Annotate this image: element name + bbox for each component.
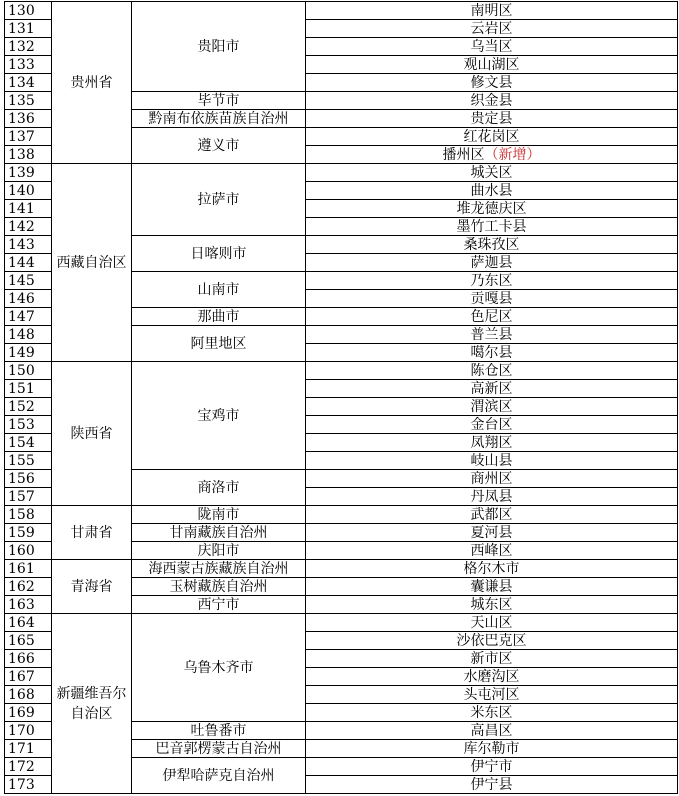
district-name: 云岩区 — [470, 20, 513, 37]
row-number: 150 — [5, 362, 52, 380]
district-cell — [306, 704, 678, 722]
district-name: 贵定县 — [470, 110, 513, 127]
district-cell — [306, 434, 678, 452]
district-cell — [306, 650, 678, 668]
district-cell — [306, 182, 678, 200]
district-table — [4, 1, 678, 794]
district-name: 修文县 — [470, 74, 513, 91]
city-cell: 山南市 — [132, 272, 306, 308]
district-name: 天山区 — [470, 614, 513, 631]
row-number: 140 — [5, 182, 52, 200]
district-cell — [306, 488, 678, 506]
city-cell: 海西蒙古族藏族自治州 — [132, 560, 306, 578]
district-name: 陈仓区 — [470, 362, 513, 379]
district-name: 囊谦县 — [470, 578, 513, 595]
district-name: 金台区 — [470, 416, 513, 433]
district-cell — [306, 290, 678, 308]
district-cell — [306, 56, 678, 74]
city-cell: 日喀则市 — [132, 236, 306, 272]
city-cell: 庆阳市 — [132, 542, 306, 560]
table-row — [5, 560, 678, 578]
city-cell: 吐鲁番市 — [132, 722, 306, 740]
row-number: 137 — [5, 128, 52, 146]
district-name: 水磨沟区 — [463, 668, 520, 685]
city-cell: 伊犁哈萨克自治州 — [132, 758, 306, 794]
district-name: 乃东区 — [470, 272, 513, 289]
row-number: 171 — [5, 740, 52, 758]
row-number: 130 — [5, 2, 52, 20]
new-added-tag: （新增） — [484, 146, 541, 163]
city-cell: 宝鸡市 — [132, 362, 306, 470]
district-cell — [306, 452, 678, 470]
city-cell: 商洛市 — [132, 470, 306, 506]
district-name: 色尼区 — [470, 308, 513, 325]
city-cell: 遵义市 — [132, 128, 306, 164]
district-name: 商州区 — [470, 470, 513, 487]
district-name: 桑珠孜区 — [463, 236, 520, 253]
row-number: 166 — [5, 650, 52, 668]
district-cell — [306, 596, 678, 614]
district-name: 墨竹工卡县 — [456, 218, 527, 235]
table-body — [5, 2, 678, 794]
district-cell — [306, 200, 678, 218]
row-number: 148 — [5, 326, 52, 344]
row-number: 149 — [5, 344, 52, 362]
row-number: 163 — [5, 596, 52, 614]
row-number: 169 — [5, 704, 52, 722]
row-number: 173 — [5, 776, 52, 794]
row-number: 138 — [5, 146, 52, 164]
district-name: 堆龙德庆区 — [456, 200, 527, 217]
row-number: 132 — [5, 38, 52, 56]
district-cell — [306, 308, 678, 326]
table-row — [5, 362, 678, 380]
district-cell — [306, 92, 678, 110]
district-name: 西峰区 — [470, 542, 513, 559]
city-cell: 那曲市 — [132, 308, 306, 326]
district-cell — [306, 128, 678, 146]
district-cell — [306, 506, 678, 524]
district-name: 红花岗区 — [463, 128, 520, 145]
district-name: 高新区 — [470, 380, 513, 397]
province-cell: 贵州省 — [52, 2, 132, 164]
row-number: 161 — [5, 560, 52, 578]
province-cell: 西藏自治区 — [52, 164, 132, 362]
city-cell: 巴音郭楞蒙古自治州 — [132, 740, 306, 758]
district-cell — [306, 164, 678, 182]
city-cell: 乌鲁木齐市 — [132, 614, 306, 722]
province-cell: 陕西省 — [52, 362, 132, 506]
district-name: 高昌区 — [470, 722, 513, 739]
district-name: 乌当区 — [470, 38, 513, 55]
district-cell — [306, 740, 678, 758]
row-number: 143 — [5, 236, 52, 254]
district-name: 观山湖区 — [463, 56, 520, 73]
row-number: 165 — [5, 632, 52, 650]
district-name: 新市区 — [470, 650, 513, 667]
row-number: 146 — [5, 290, 52, 308]
district-cell — [306, 344, 678, 362]
district-cell — [306, 236, 678, 254]
district-cell — [306, 326, 678, 344]
district-name: 曲水县 — [470, 182, 513, 199]
row-number: 167 — [5, 668, 52, 686]
district-cell — [306, 542, 678, 560]
district-cell — [306, 632, 678, 650]
row-number: 158 — [5, 506, 52, 524]
district-cell — [306, 380, 678, 398]
district-cell — [306, 776, 678, 794]
district-name: 城关区 — [470, 164, 513, 181]
district-name: 普兰县 — [470, 326, 513, 343]
row-number: 136 — [5, 110, 52, 128]
row-number: 159 — [5, 524, 52, 542]
table-row — [5, 614, 678, 632]
table-row — [5, 2, 678, 20]
row-number: 153 — [5, 416, 52, 434]
district-cell — [306, 524, 678, 542]
district-name: 南明区 — [470, 2, 513, 19]
city-cell: 拉萨市 — [132, 164, 306, 236]
row-number: 172 — [5, 758, 52, 776]
district-name: 库尔勒市 — [463, 740, 520, 757]
district-name: 城东区 — [470, 596, 513, 613]
district-cell — [306, 218, 678, 236]
district-name: 头屯河区 — [463, 686, 520, 703]
city-cell: 黔南布依族苗族自治州 — [132, 110, 306, 128]
district-name: 播州区 — [442, 146, 485, 163]
row-number: 133 — [5, 56, 52, 74]
row-number: 155 — [5, 452, 52, 470]
district-cell — [306, 20, 678, 38]
city-cell: 玉树藏族自治州 — [132, 578, 306, 596]
district-name: 织金县 — [470, 92, 513, 109]
table-row — [5, 164, 678, 182]
city-cell: 阿里地区 — [132, 326, 306, 362]
table-row — [5, 506, 678, 524]
district-cell — [306, 146, 678, 164]
district-name: 丹凤县 — [470, 488, 513, 505]
row-number: 145 — [5, 272, 52, 290]
district-name: 贡嘎县 — [470, 290, 513, 307]
city-cell: 毕节市 — [132, 92, 306, 110]
district-cell — [306, 398, 678, 416]
district-name: 岐山县 — [470, 452, 513, 469]
district-cell — [306, 254, 678, 272]
district-name: 沙依巴克区 — [456, 632, 527, 649]
row-number: 131 — [5, 20, 52, 38]
district-name: 伊宁市 — [470, 758, 513, 775]
district-name: 萨迦县 — [470, 254, 513, 271]
province-cell: 新疆维吾尔自治区 — [52, 614, 132, 794]
district-name: 伊宁县 — [470, 776, 513, 793]
district-cell — [306, 38, 678, 56]
row-number: 134 — [5, 74, 52, 92]
district-cell — [306, 272, 678, 290]
district-cell — [306, 722, 678, 740]
district-name: 凤翔区 — [470, 434, 513, 451]
district-cell — [306, 686, 678, 704]
district-cell — [306, 470, 678, 488]
city-cell: 陇南市 — [132, 506, 306, 524]
district-name: 渭滨区 — [470, 398, 513, 415]
row-number: 170 — [5, 722, 52, 740]
district-name: 米东区 — [470, 704, 513, 721]
province-cell: 青海省 — [52, 560, 132, 614]
city-cell: 西宁市 — [132, 596, 306, 614]
district-cell — [306, 614, 678, 632]
district-cell — [306, 578, 678, 596]
row-number: 142 — [5, 218, 52, 236]
row-number: 135 — [5, 92, 52, 110]
row-number: 139 — [5, 164, 52, 182]
row-number: 144 — [5, 254, 52, 272]
district-cell — [306, 74, 678, 92]
district-name: 夏河县 — [470, 524, 513, 541]
district-cell — [306, 416, 678, 434]
district-name: 武都区 — [470, 506, 513, 523]
city-cell: 甘南藏族自治州 — [132, 524, 306, 542]
district-cell — [306, 560, 678, 578]
row-number: 156 — [5, 470, 52, 488]
row-number: 151 — [5, 380, 52, 398]
district-cell — [306, 2, 678, 20]
district-name: 格尔木市 — [463, 560, 520, 577]
row-number: 164 — [5, 614, 52, 632]
row-number: 160 — [5, 542, 52, 560]
province-cell: 甘肃省 — [52, 506, 132, 560]
row-number: 154 — [5, 434, 52, 452]
row-number: 157 — [5, 488, 52, 506]
district-cell — [306, 110, 678, 128]
row-number: 141 — [5, 200, 52, 218]
district-cell — [306, 668, 678, 686]
district-cell — [306, 362, 678, 380]
city-cell: 贵阳市 — [132, 2, 306, 92]
row-number: 152 — [5, 398, 52, 416]
district-name: 噶尔县 — [470, 344, 513, 361]
row-number: 147 — [5, 308, 52, 326]
district-cell — [306, 758, 678, 776]
row-number: 162 — [5, 578, 52, 596]
row-number: 168 — [5, 686, 52, 704]
